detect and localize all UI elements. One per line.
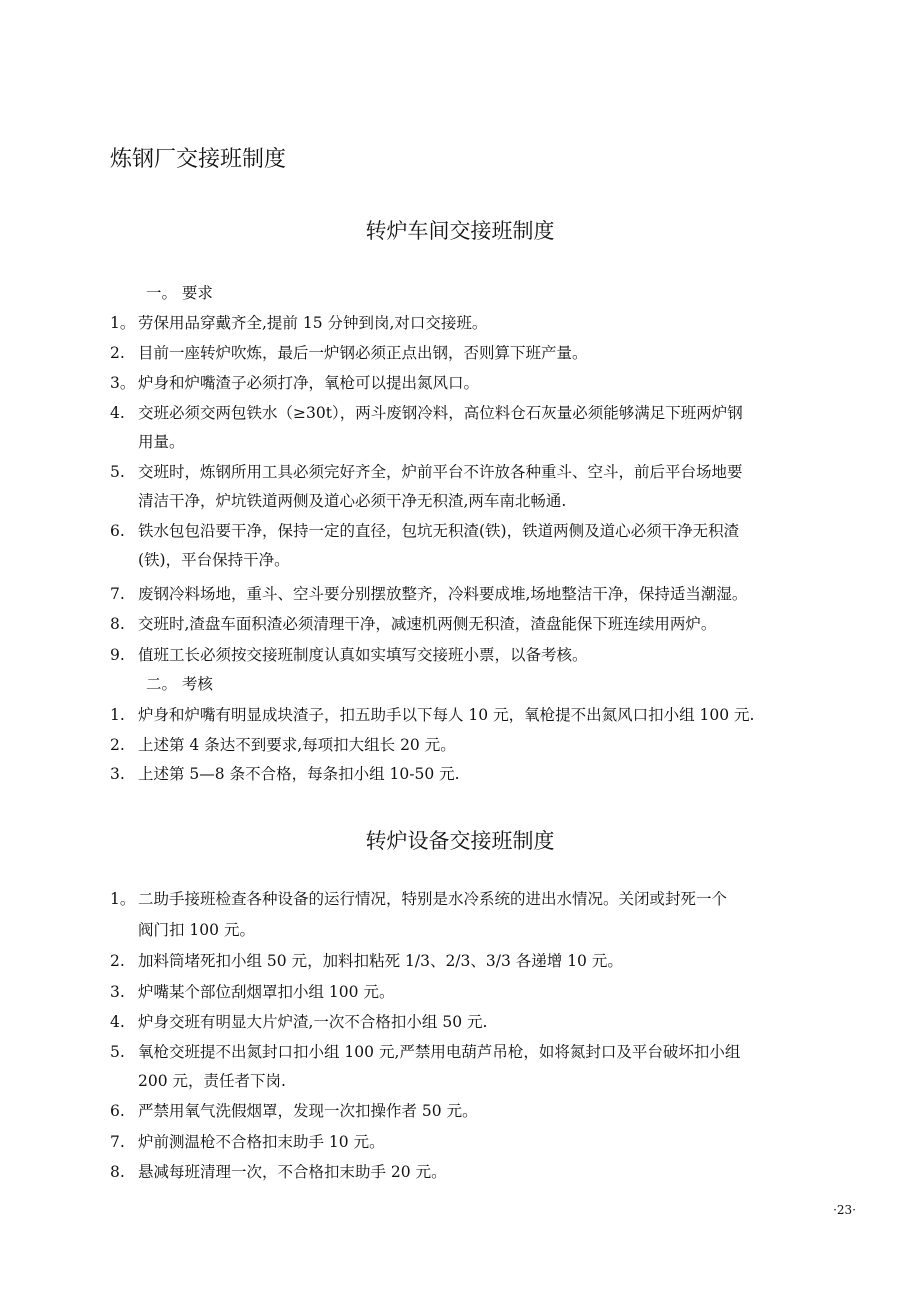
item-number: 1.: [110, 706, 125, 724]
item-text: 交班时，炼钢所用工具必须完好齐全，炉前平台不许放各种重斗、空斗，前后平台场地要: [138, 463, 743, 481]
item-number: 7.: [110, 1133, 125, 1151]
item-number: 1。: [110, 314, 136, 332]
item-text: 铁水包包沿要干净，保持一定的直径，包坑无积渣(铁)，铁道两侧及道心必须干净无积渣: [138, 522, 740, 540]
item-text: 上述第 5—8 条不合格，每条扣小组 10-50 元.: [138, 765, 460, 783]
item-text: 氧枪交班提不出氮封口扣小组 100 元,严禁用电葫芦吊枪，如将氮封口及平台破坏扣小组: [138, 1043, 741, 1061]
item-text: 炉身交班有明显大片炉渣,一次不合格扣小组 50 元.: [138, 1013, 488, 1031]
item-text: 交班时,渣盘车面积渣必须清理干净，减速机两侧无积渣，渣盘能保下班连续用两炉。: [138, 615, 717, 633]
item-text: (铁)，平台保持干净。: [138, 551, 290, 569]
item-text: 二助手接班检查各种设备的运行情况，特别是水冷系统的进出水情况。关闭或封死一个: [138, 890, 728, 908]
item-number: 3.: [110, 983, 125, 1001]
item-number: 7.: [110, 585, 125, 603]
item-text: 炉身和炉嘴有明显成块渣子，扣五助手以下每人 10 元，氧枪提不出氮风口扣小组 100 元.: [138, 706, 755, 724]
item-text: 劳保用品穿戴齐全,提前 15 分钟到岗,对口交接班。: [138, 314, 488, 332]
item-number: 2.: [110, 344, 125, 362]
part-heading-assessment: 二。 考核: [146, 675, 213, 693]
section-title-converter-equipment: 转炉设备交接班制度: [365, 829, 555, 853]
item-number: 1。: [110, 890, 136, 908]
item-text: 炉身和炉嘴渣子必须打净，氧枪可以提出氮风口。: [138, 374, 480, 392]
item-text: 严禁用氧气洗假烟罩，发现一次扣操作者 50 元。: [138, 1102, 478, 1120]
item-number: 4.: [110, 1013, 125, 1031]
item-text: 清洁干净，炉坑铁道两侧及道心必须干净无积渣,两车南北畅通.: [138, 492, 567, 510]
item-text: 交班必须交两包铁水（≥30t），两斗废钢冷料，高位料仓石灰量必须能够满足下班两炉钢: [138, 404, 743, 422]
item-number: 6.: [110, 1102, 125, 1120]
item-number: 6.: [110, 522, 125, 540]
item-text: 阀门扣 100 元。: [138, 921, 255, 939]
item-number: 3。: [110, 374, 136, 392]
item-number: 3.: [110, 765, 125, 783]
item-number: 8.: [110, 1163, 125, 1181]
document-title: 炼钢厂交接班制度: [110, 147, 287, 172]
item-number: 9.: [110, 646, 125, 664]
item-number: 5.: [110, 463, 125, 481]
item-text: 炉嘴某个部位刮烟罩扣小组 100 元。: [138, 983, 395, 1001]
item-number: 2.: [110, 952, 125, 970]
item-text: 悬减每班清理一次，不合格扣末助手 20 元。: [138, 1163, 447, 1181]
item-number: 8.: [110, 615, 125, 633]
item-number: 4.: [110, 404, 125, 422]
item-text: 值班工长必须按交接班制度认真如实填写交接班小票，以备考核。: [138, 646, 588, 664]
item-text: 目前一座转炉吹炼，最后一炉钢必须正点出钢，否则算下班产量。: [138, 344, 588, 362]
item-text: 上述第 4 条达不到要求,每项扣大组长 20 元。: [138, 736, 456, 754]
item-number: 5.: [110, 1043, 125, 1061]
part-heading-requirements: 一。 要求: [146, 284, 213, 302]
item-text: 用量。: [138, 433, 185, 451]
page-number: ·23·: [833, 1203, 856, 1217]
item-text: 炉前测温枪不合格扣末助手 10 元。: [138, 1133, 385, 1151]
item-text: 废钢冷料场地，重斗、空斗要分别摆放整齐，冷料要成堆,场地整洁干净，保持适当潮湿。: [138, 585, 748, 603]
section-title-converter-workshop: 转炉车间交接班制度: [365, 219, 555, 243]
item-number: 2.: [110, 736, 125, 754]
item-text: 200 元，责任者下岗.: [138, 1072, 286, 1090]
item-text: 加料筒堵死扣小组 50 元，加料扣粘死 1/3、2/3、3/3 各递增 10 元。: [138, 952, 623, 970]
